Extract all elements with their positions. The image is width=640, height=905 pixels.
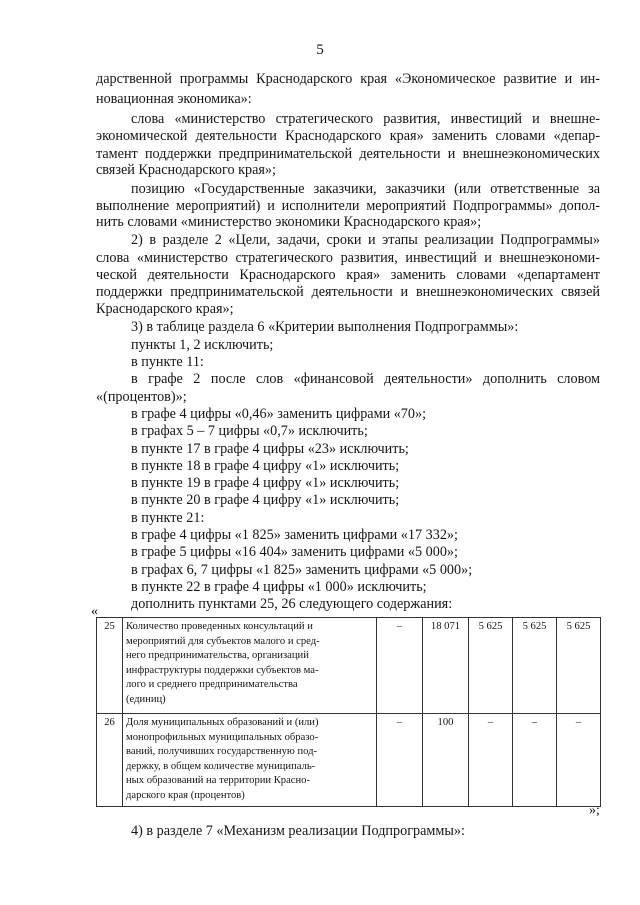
text-line: в пункте 21: [131,510,205,526]
description-line: ных образований на территории Красно- [126,775,311,787]
cell-col4: 100 [423,714,469,807]
text-line: дарственной программы Краснодарского края «Экономическое развитие и ин- [96,71,600,87]
text-line: 3) в таблице раздела 6 «Критерии выполнения Подпрограммы»: [131,319,519,335]
text-line: в пункте 19 в графе 4 цифру «1» исключить; [131,475,400,491]
cell-col3: – [377,618,423,714]
page-number: 5 [316,42,324,58]
text-line: в пункте 11: [131,354,204,370]
closing-quote: »; [589,803,600,818]
cell-col5: – [469,714,513,807]
text-line: нить словами «министерство экономики Краснодарского края»; [96,214,482,230]
cell-col6: – [513,714,557,807]
description-line: лого и среднего предпринимательства [126,679,298,691]
description-line: монопрофильных муниципальных образо- [126,731,319,743]
text-line: в графах 5 – 7 цифры «0,7» исключить; [131,423,368,439]
text-line: пункты 1, 2 исключить; [131,337,274,353]
cell-col7: 5 625 [557,618,601,714]
text-line: в пункте 20 в графе 4 цифру «1» исключить; [131,492,400,508]
text-line: тамент поддержки предпринимательской деятельности и внешнеэкономических [96,146,600,162]
text-line: связей Краснодарского края»; [96,162,276,178]
criteria-table [96,617,601,807]
description-line: инфраструктуры поддержки субъектов ма- [126,664,319,676]
text-line: новационная экономика»: [96,91,252,107]
text-line: в пункте 17 в графе 4 цифры «23» исключить; [131,441,409,457]
description-line: мероприятий для субъектов малого и сред- [126,635,320,647]
text-line: в графах 6, 7 цифры «1 825» заменить цифрами «5 000»; [131,562,473,578]
criterion-description [123,618,377,714]
text-line: 4) в разделе 7 «Механизм реализации Подпрограммы»: [131,823,465,839]
text-line: поддержки предпринимательской деятельности и внешнеэкономических связей [96,284,600,300]
table-row [97,714,601,807]
text-line: выполнение мероприятий) и исполнители мероприятий Подпрограммы» допол- [96,198,600,214]
criterion-description [123,714,377,807]
cell-col3: – [377,714,423,807]
cell-col7: – [557,714,601,807]
text-line: в графе 2 после слов «финансовой деятельности» дополнить словом [131,371,600,387]
text-line: в графе 4 цифры «0,46» заменить цифрами «70»; [131,406,427,422]
text-line: дополнить пунктами 25, 26 следующего содержания: [131,596,453,612]
text-line: в пункте 22 в графе 4 цифры «1 000» исключить; [131,579,427,595]
text-line: в графе 5 цифры «16 404» заменить цифрами «5 000»; [131,544,458,560]
text-line: позицию «Государственные заказчики, заказчики (или ответственные за [131,181,600,197]
description-line: Количество проведенных консультаций и [126,621,313,632]
opening-quote: « [91,604,98,619]
text-line: 2) в разделе 2 «Цели, задачи, сроки и этапы реализации Подпрограммы» [131,232,600,248]
text-line: «(процентов)»; [96,389,187,405]
text-line: в графе 4 цифры «1 825» заменить цифрами «17 332»; [131,527,458,543]
description-line: (единиц) [126,693,166,705]
text-line: экономической деятельности Краснодарского края» заменить словами «депар- [96,128,600,144]
description-line: ваний, получивших государственную под- [126,746,318,758]
row-number: 26 [97,714,123,807]
text-line: Краснодарского края»; [96,301,234,317]
cell-col6: 5 625 [513,618,557,714]
description-line: Доля муниципальных образований и (или) [126,717,319,728]
description-line: дарского края (процентов) [126,789,245,801]
description-line: него предпринимательства, организаций [126,650,309,662]
text-line: слова «министерство стратегического развития, инвестиций и внешнеэкономи- [96,250,600,266]
text-line: в пункте 18 в графе 4 цифру «1» исключить; [131,458,400,474]
text-line: слова «министерство стратегического развития, инвестиций и внешне- [131,111,600,127]
table-row [97,618,601,714]
cell-col5: 5 625 [469,618,513,714]
description-line: держку, в общем количестве муниципаль- [126,760,316,772]
text-line: ческой деятельности Краснодарского края» заменить словами «департамент [96,267,600,283]
row-number: 25 [97,618,123,714]
cell-col4: 18 071 [423,618,469,714]
